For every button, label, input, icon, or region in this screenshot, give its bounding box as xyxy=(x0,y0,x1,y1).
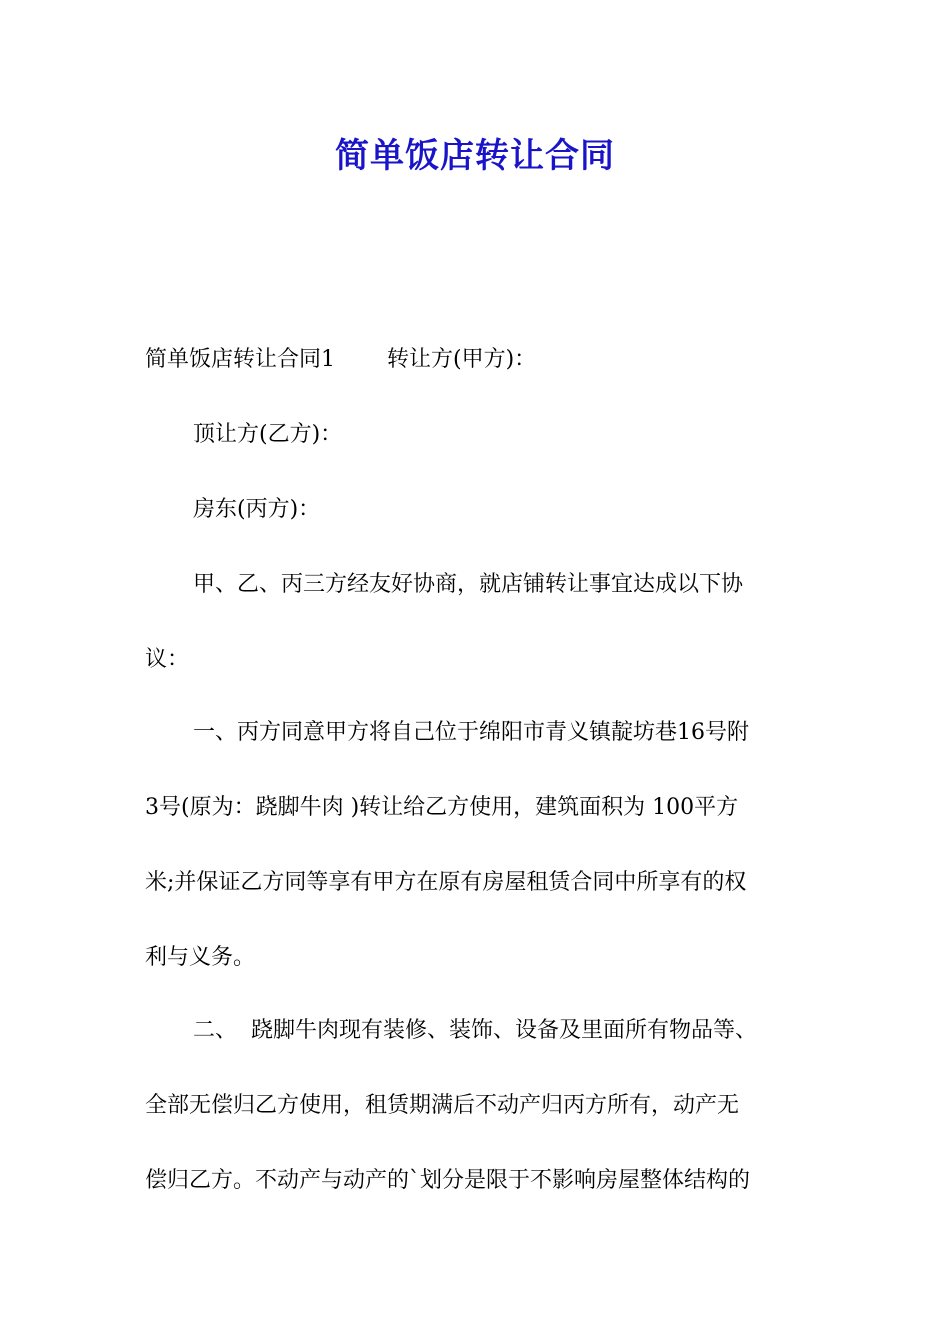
paragraph-line: 二、 跷脚牛肉现有装修、装饰、设备及里面所有物品等、 xyxy=(193,1018,757,1043)
document-title: 简单饭店转让合同 xyxy=(335,136,615,176)
paragraph-line: 议： xyxy=(145,647,190,672)
transferee-label: 顶让方(乙方)： xyxy=(193,422,343,447)
paragraph-line: 全部无偿归乙方使用，租赁期满后不动产归丙方所有，动产无 xyxy=(145,1093,740,1118)
transferor-label: 转让方(甲方)： xyxy=(387,347,537,372)
heading-line xyxy=(145,345,536,375)
paragraph-line: 米;并保证乙方同等享有甲方在原有房屋租赁合同中所享有的权 xyxy=(145,870,747,895)
paragraph-line: 利与义务。 xyxy=(145,945,256,970)
paragraph-line: 一、丙方同意甲方将自己位于绵阳市青义镇靛坊巷16号附 xyxy=(193,720,749,745)
paragraph-line: 3号(原为：跷脚牛肉 )转让给乙方使用，建筑面积为 100平方 xyxy=(145,795,739,820)
contract-subtitle: 简单饭店转让合同1 xyxy=(145,347,335,372)
paragraph-line: 偿归乙方。不动产与动产的`划分是限于不影响房屋整体结构的 xyxy=(145,1168,751,1193)
landlord-label: 房东(丙方)： xyxy=(193,497,321,522)
paragraph-line: 甲、乙、丙三方经友好协商，就店铺转让事宜达成以下协 xyxy=(193,572,744,597)
